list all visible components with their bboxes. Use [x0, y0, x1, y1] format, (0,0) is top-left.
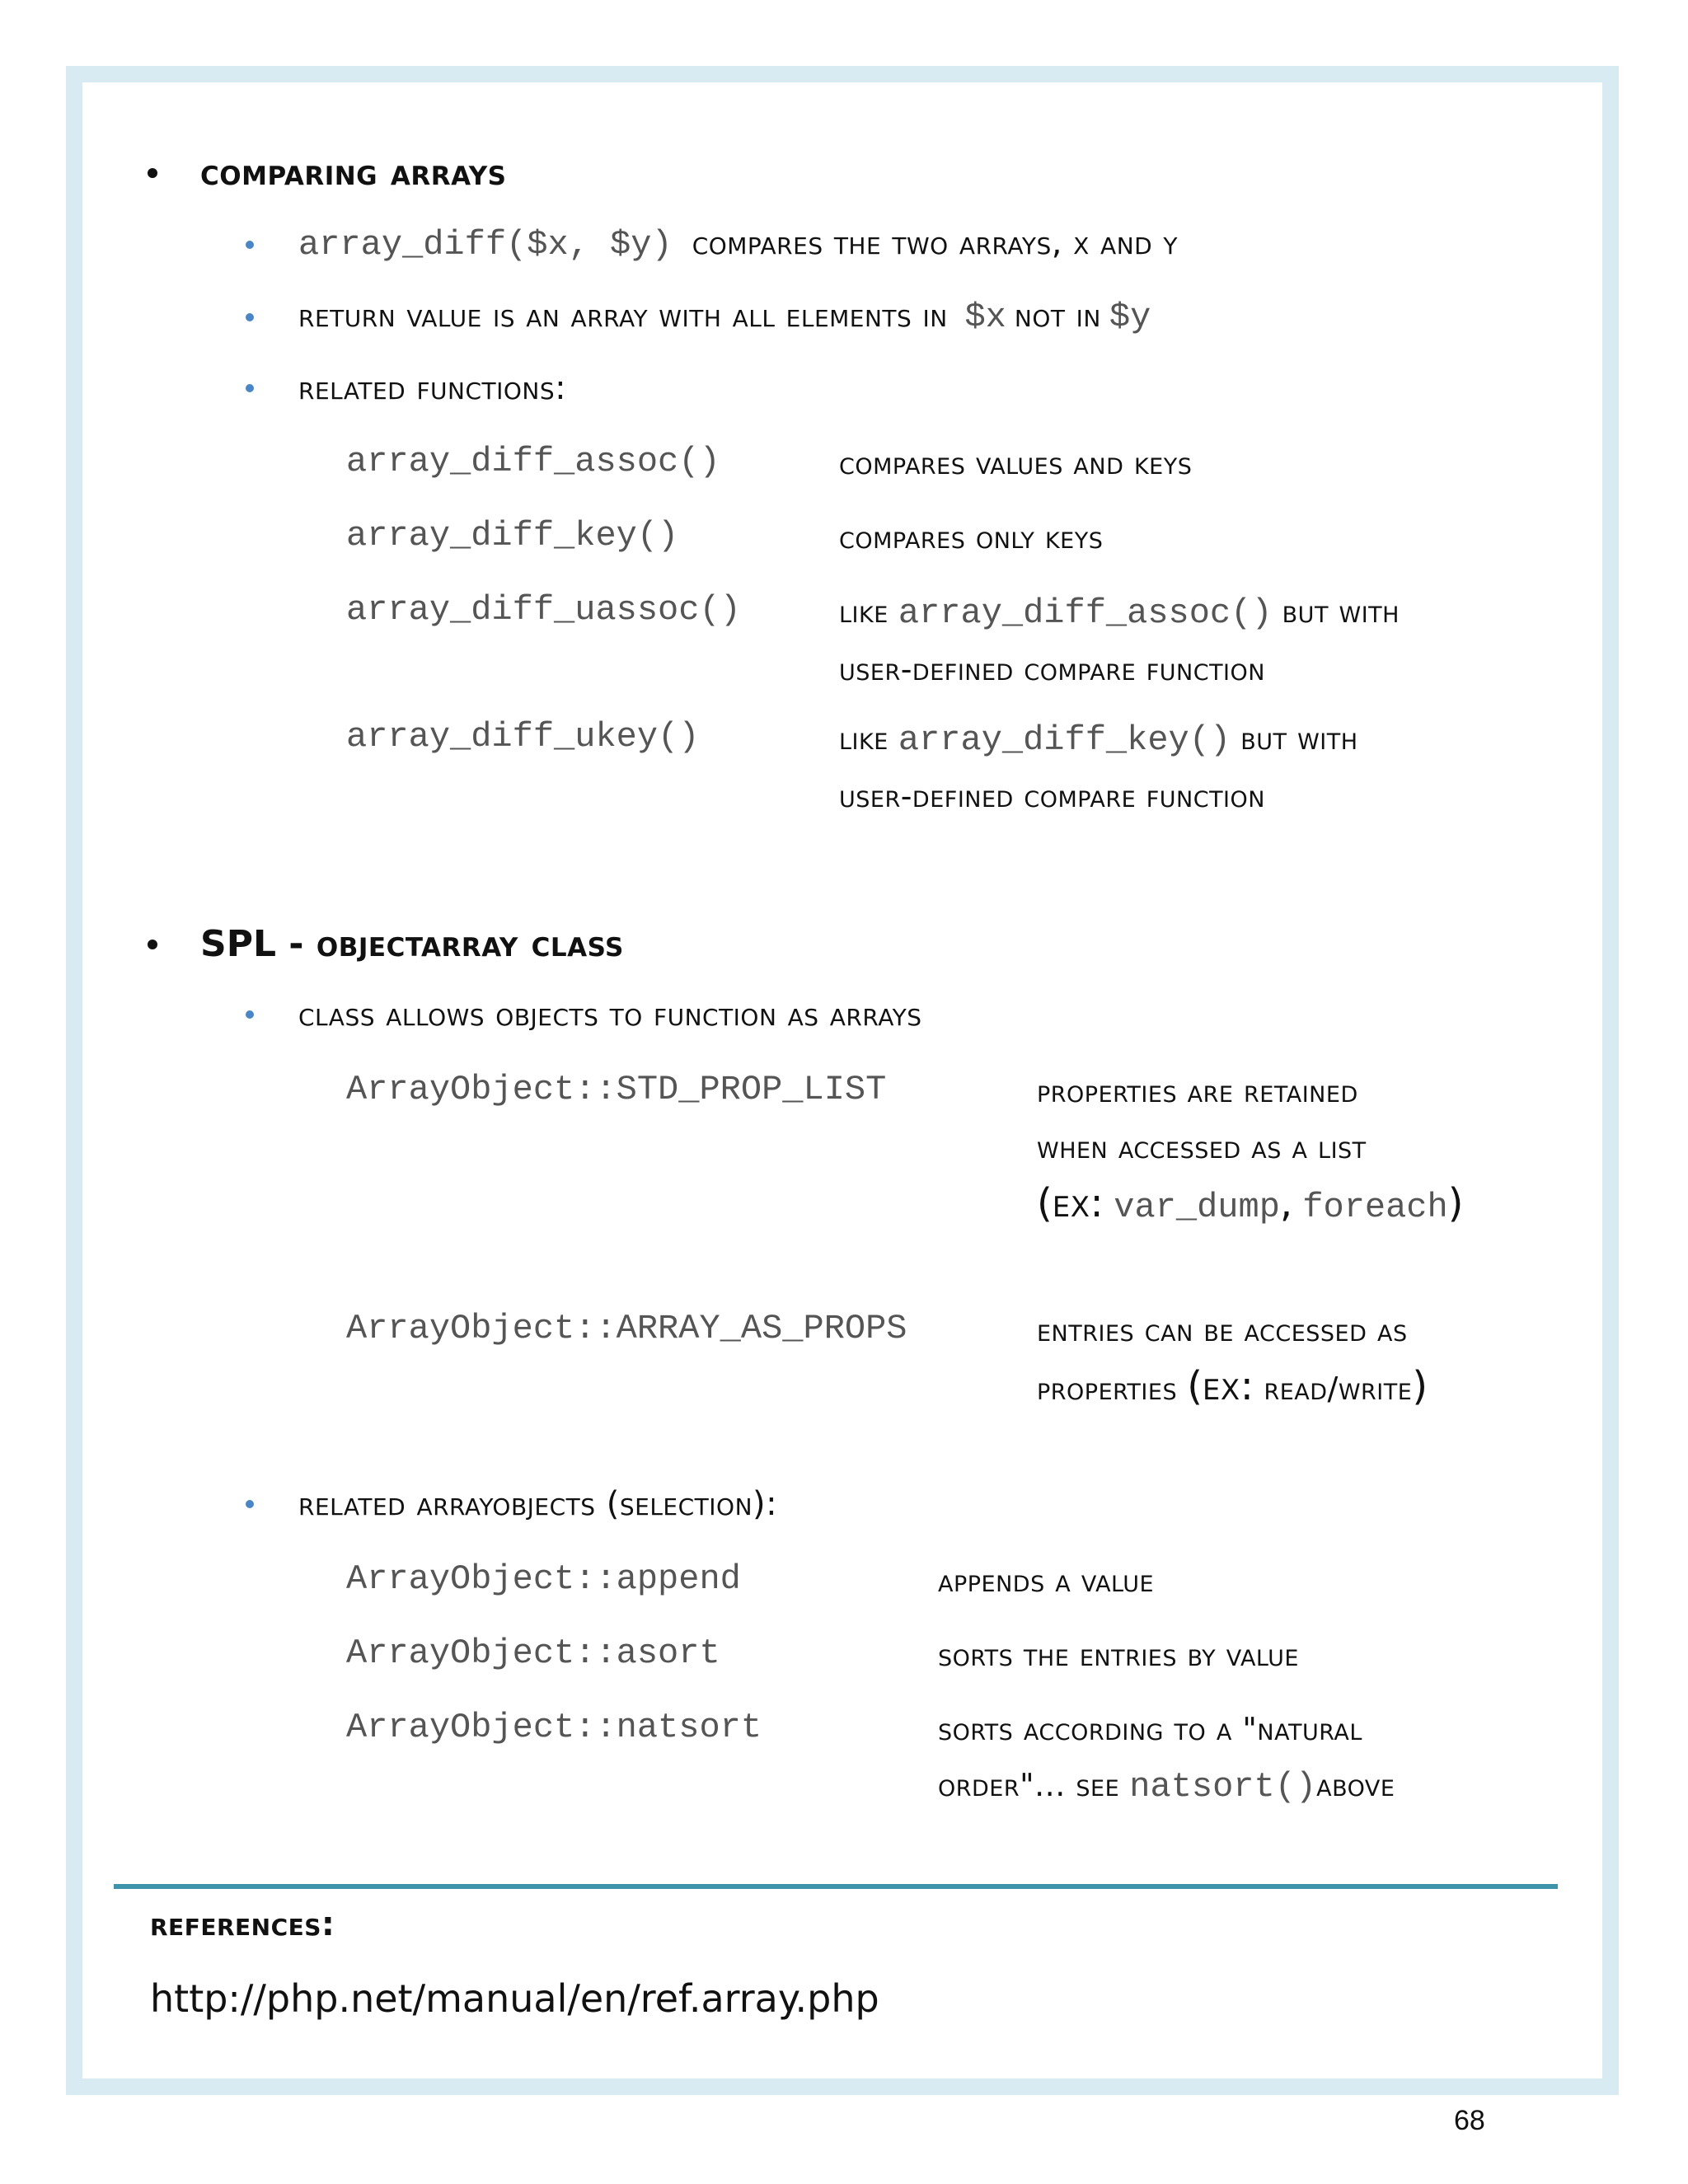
bullet-icon — [148, 940, 157, 949]
function-desc: like array_diff_key() but with user-defined compare function — [839, 720, 1358, 814]
function-name: array_diff_assoc() — [346, 442, 720, 481]
function-name: array_diff_key() — [346, 516, 679, 555]
method-desc: sorts according to a "natural order"... see natsort()above — [938, 1711, 1395, 1807]
bullet-icon — [148, 168, 157, 178]
constant-desc: entries can be accessed as properties (ex: read/write) — [1037, 1312, 1428, 1409]
section-title: comparing arrays — [200, 152, 507, 194]
bullet-icon — [246, 241, 254, 249]
references-link[interactable]: http://php.net/manual/en/ref.array.php — [150, 1976, 879, 2021]
method-desc: appends a value — [938, 1563, 1155, 1599]
section-title: SPL - objectarray class — [200, 923, 624, 965]
bullet-text: return value is an array with all elements in — [298, 297, 948, 335]
constant-name: ArrayObject::STD_PROP_LIST — [346, 1070, 887, 1109]
bullet-icon — [246, 313, 254, 321]
bullet-array-diff — [247, 224, 1178, 265]
constant-desc: properties are retained when accessed as a list (ex: var_dump, foreach) — [1037, 1073, 1464, 1227]
section-comparing-arrays — [151, 152, 506, 194]
bullet-icon — [246, 1010, 254, 1019]
method-name: ArrayObject::append — [346, 1559, 741, 1599]
bullet-text: compares the two arrays, x and y — [692, 224, 1179, 262]
method-desc: sorts the entries by value — [938, 1637, 1299, 1673]
bullet-icon — [246, 1500, 254, 1508]
references-title: references: — [150, 1905, 335, 1943]
bullet-text: class allows objects to function as arrays — [298, 996, 922, 1033]
function-name: array_diff_ukey() — [346, 717, 700, 757]
bullet-related-arrayobjects — [247, 1485, 777, 1523]
function-desc: compares values and keys — [839, 445, 1193, 481]
function-desc: like array_diff_assoc() but with user-defined compare function — [839, 593, 1400, 687]
code-x: $x — [964, 298, 1006, 337]
method-name: ArrayObject::asort — [346, 1633, 720, 1673]
bullet-icon — [246, 384, 254, 392]
bullet-class-allows — [247, 996, 922, 1033]
bullet-text: related arrayobjects (selection): — [298, 1485, 778, 1523]
code-array-diff: array_diff($x, $y) — [298, 225, 673, 265]
page-number: 68 — [1454, 2105, 1485, 2136]
bullet-related-functions — [247, 369, 566, 407]
function-name: array_diff_uassoc() — [346, 590, 741, 630]
bullet-return-value — [247, 297, 1170, 337]
method-name: ArrayObject::natsort — [346, 1708, 762, 1747]
code-y: $y — [1109, 298, 1151, 337]
bullet-text: related functions: — [298, 369, 567, 407]
bullet-text-mid: not in — [1014, 297, 1101, 335]
divider — [114, 1884, 1558, 1889]
constant-name: ArrayObject::ARRAY_AS_PROPS — [346, 1309, 907, 1348]
section-spl-objectarray — [151, 923, 624, 965]
function-desc: compares only keys — [839, 519, 1104, 555]
